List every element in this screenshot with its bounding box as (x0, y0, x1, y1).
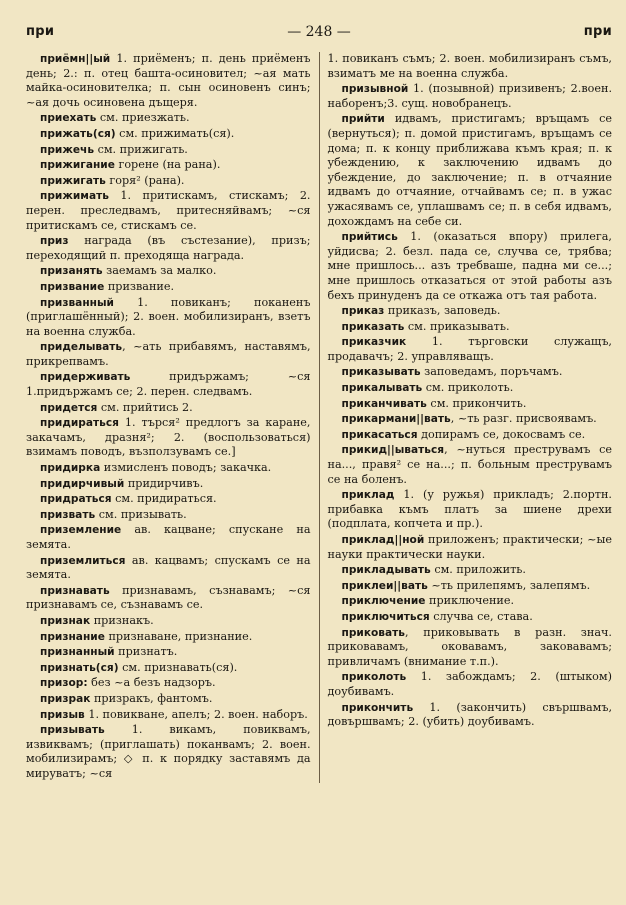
entry-definition: см. приколоть. (422, 381, 514, 395)
entry-definition: идвамъ, пристигамъ; връщамъ се (вернуться); п. домой пристигамъ, връщамъ се дома; п. к концу приближава къмъ края; п. к убеждению, к заключению идвамъ до убеждение, до заключение; п. в отчаяние идвамъ до отчаяние, отчайвамъ се; п. в ужас ужасявамъ се, уплашвамъ се; п. в себя идвамъ, дохождамъ на себе си. (327, 112, 612, 228)
entry-headword: прижигать (40, 174, 106, 187)
dictionary-entry (26, 523, 311, 552)
dictionary-entry (26, 676, 311, 691)
entry-headword: приёмн||ый (40, 53, 111, 65)
dictionary-entry (328, 610, 613, 625)
entry-headword: приказать (341, 320, 405, 333)
entry-headword: прикончить (341, 701, 414, 714)
entry-headword: прикармани||вать (341, 413, 451, 426)
entry-definition: признавамъ, съзнавамъ; ~ся признавамъ се, съзнавамъ се. (26, 583, 311, 612)
dictionary-entry (26, 492, 311, 507)
entry-headword: придирчивый (40, 477, 125, 490)
entry-headword: приказывать (341, 366, 421, 379)
entry-headword: признание (40, 630, 105, 643)
entry-headword: приказ (341, 305, 385, 318)
dictionary-entry (26, 416, 311, 460)
dictionary-entry (26, 280, 311, 295)
entry-headword: призрак (40, 692, 91, 705)
dictionary-entry (328, 488, 613, 532)
entry-definition: призракъ, фантомъ. (90, 691, 213, 705)
entry-definition: , приковывать в разн. знач. приковавамъ, оковавамъ, заковавамъ; привличамъ (внимание т.п.). (327, 625, 612, 668)
two-column-body (26, 52, 612, 783)
entry-definition: 1. забождамъ; 2. (штыком) доубивамъ. (327, 670, 612, 698)
entry-definition: см. прижимать(ся). (115, 126, 235, 140)
entry-definition: признатъ. (114, 645, 178, 659)
page-header (26, 24, 612, 52)
entry-definition: приложенъ; практически; ~ые науки практически науки. (327, 533, 612, 561)
entry-definition: без ~а безъ надзоръ. (87, 676, 216, 690)
dictionary-entry (26, 661, 311, 676)
dictionary-entry (328, 82, 613, 111)
dictionary-entry (328, 112, 613, 229)
page-number: — 248 — (287, 24, 351, 40)
dictionary-entry (26, 52, 311, 110)
entry-headword: призвать (40, 508, 96, 521)
entry-headword: приземление (40, 524, 122, 537)
entry-headword: призвание (40, 280, 105, 293)
running-head-left: при (26, 24, 55, 39)
entry-headword: приземлиться (40, 554, 126, 567)
dictionary-entry (328, 381, 613, 396)
entry-headword: прижимать (40, 190, 109, 203)
entry-headword: приклад||ной (341, 534, 425, 546)
entry-definition: см. признавать(ся). (118, 660, 238, 674)
entry-definition: ав. кацвамъ; спускамъ се на земята. (26, 553, 311, 582)
dictionary-entry (26, 296, 311, 340)
entry-headword: приказчик (341, 336, 407, 349)
entry-definition: придържамъ; ~ся 1.придържамъ се; 2. перен. следвамъ. (26, 370, 311, 399)
entry-definition: признакъ. (90, 613, 154, 627)
dictionary-entry (26, 630, 311, 645)
entry-headword: прийтись (341, 231, 398, 244)
entry-definition: , ~нуться преструвамъ се на..., правя² се на...; п. больным преструвамъ се на боленъ. (327, 443, 612, 486)
entry-headword: прикид||ываться (341, 444, 445, 457)
dictionary-entry (26, 584, 311, 613)
entry-headword: призывной (341, 83, 409, 96)
entry-headword: приехать (40, 112, 97, 125)
entry-headword: приделывать (40, 341, 123, 354)
dictionary-entry (328, 443, 613, 487)
entry-headword: призывать (40, 724, 105, 737)
dictionary-entry (328, 412, 613, 427)
dictionary-entry (26, 614, 311, 629)
entry-headword: приковать (341, 626, 405, 639)
dictionary-entry (26, 174, 311, 189)
dictionary-entry (26, 692, 311, 707)
entry-definition: ав. кацване; спускане на земята. (26, 523, 311, 551)
dictionary-entry (328, 563, 613, 578)
entry-definition: см. придираться. (111, 492, 217, 506)
entry-definition: см. прикончить. (426, 396, 527, 410)
entry-definition: 1. (закончить) свършвамъ, довършвамъ; 2. (убить) доубивамъ. (327, 700, 612, 729)
dictionary-entry (26, 127, 311, 142)
entry-definition: 1. търся² предлогъ за каране, закачамъ, дразня²; 2. (воспользоваться) взимамъ поводъ, възползувамъ се.] (26, 416, 311, 459)
entry-definition: случва се, става. (429, 609, 533, 623)
dictionary-entry (26, 234, 311, 263)
dictionary-entry (328, 52, 613, 81)
left-column (26, 52, 320, 783)
entry-headword: прикасаться (341, 428, 418, 441)
entry-headword: придираться (40, 417, 119, 430)
entry-headword: приключиться (341, 610, 430, 623)
dictionary-entry (328, 579, 613, 594)
entry-definition: заповедамъ, поръчамъ. (420, 365, 563, 379)
dictionary-entry (26, 554, 311, 583)
entry-definition: призвание. (104, 279, 175, 293)
entry-headword: призыв (40, 708, 85, 721)
entry-headword: прикладывать (341, 564, 431, 577)
dictionary-entry (328, 533, 613, 562)
entry-definition: измисленъ поводъ; закачка. (100, 461, 272, 475)
entry-definition: 1. повикване, апелъ; 2. воен. наборъ. (84, 707, 308, 721)
entry-definition: ~ть прилепямъ, залепямъ. (427, 578, 591, 592)
entry-definition: 1. приёменъ; п. день приёменъ день; 2.: п. отец башта-осиновител; ~ая мать майка-осиновителка; п. сын осиновенъ синъ; ~ая дочь осиновена дъщеря. (26, 52, 311, 109)
entry-definition: 1. (позывной) призивенъ; 2.воен. наборенъ;3. сущ. новобранецъ. (327, 82, 612, 110)
entry-headword: признак (40, 614, 91, 627)
entry-definition: горя² (рана). (105, 173, 185, 187)
entry-headword: приз (40, 235, 69, 248)
entry-definition: придирчивъ. (124, 476, 204, 490)
dictionary-entry (26, 264, 311, 279)
entry-definition: приказъ, заповедь. (384, 304, 501, 318)
entry-headword: призванный (40, 296, 114, 309)
dictionary-entry (328, 626, 613, 670)
entry-definition: см. приезжать. (96, 111, 190, 125)
right-column (320, 52, 613, 783)
dictionary-entry (328, 365, 613, 380)
dictionary-entry (26, 340, 311, 369)
dictionary-entry (328, 701, 613, 730)
entry-definition: , ~ть разг. присвоявамъ. (450, 412, 597, 426)
entry-headword: придерживать (40, 371, 131, 384)
dictionary-entry (26, 645, 311, 660)
entry-headword: придирка (40, 462, 101, 475)
dictionary-entry (328, 397, 613, 412)
dictionary-entry (328, 230, 613, 303)
dictionary-entry (328, 335, 613, 364)
dictionary-entry (26, 708, 311, 723)
dictionary-entry (26, 461, 311, 476)
entry-headword: приключение (341, 595, 426, 608)
entry-definition: приключение. (425, 594, 515, 608)
entry-definition: 1. търговски служащъ, продавачъ; 2. управляващъ. (327, 335, 612, 363)
entry-headword: признанный (40, 646, 115, 659)
entry-definition: см. приложить. (430, 563, 526, 577)
entry-definition: , ~ать прибавямъ, наставямъ, прикрепвамъ. (26, 340, 311, 368)
dictionary-entry (26, 508, 311, 523)
entry-definition: 1. викамъ, повиквамъ, извиквамъ; (приглашать) поканвамъ; 2. воен. мобилизирамъ; ◇ п. к порядку заставямъ да мируватъ; ~ся (26, 723, 311, 780)
entry-definition: награда (въ състезание), призъ; переходящий п. преходяща награда. (26, 234, 311, 262)
entry-definition: см. приказывать. (404, 319, 510, 333)
dictionary-entry (328, 428, 613, 443)
entry-headword: прижечь (40, 143, 95, 156)
entry-definition: признаване, признание. (104, 629, 253, 643)
dictionary-entry (328, 304, 613, 319)
entry-definition: 1. повиканъ; поканенъ (приглашённый); 2. воен. мобилизиранъ, взетъ на военна служба. (26, 295, 311, 338)
entry-definition: 1. притискамъ, стискамъ; 2. перен. преследвамъ, притесняйвамъ; ~ся притискамъ се, стискамъ се. (26, 189, 311, 232)
dictionary-entry (26, 143, 311, 158)
dictionary-entry (26, 370, 311, 399)
dictionary-entry (26, 477, 311, 492)
running-head-right: при (583, 24, 612, 39)
dictionary-entry (26, 189, 311, 233)
entry-headword: приклад (341, 489, 395, 502)
entry-headword: прижигание (40, 159, 115, 172)
entry-definition: заемамъ за малко. (102, 264, 217, 278)
entry-definition: 1. (оказаться впору) прилега, уйдисва; 2. безл. пада се, случва се, трябва; мне пришлось... азъ требваше, падна ми се...; мне пришлось отказаться от этой работы азъ бехъ принуденъ да се откажа отъ тая работа. (327, 230, 612, 302)
dictionary-entry (328, 670, 613, 699)
entry-definition: см. прийтись 2. (97, 400, 193, 414)
entry-headword: прижать(ся) (40, 127, 116, 140)
entry-headword: приканчивать (341, 397, 427, 410)
entry-definition: см. прижигать. (94, 142, 188, 156)
dictionary-entry (328, 594, 613, 609)
dictionary-entry (26, 111, 311, 126)
dictionary-entry (26, 401, 311, 416)
entry-headword: признавать (40, 584, 110, 597)
dictionary-entry (26, 723, 311, 781)
entry-headword: призор: (40, 677, 88, 690)
dictionary-entry (328, 320, 613, 335)
entry-headword: придраться (40, 493, 112, 506)
entry-headword: придется (40, 401, 98, 414)
entry-headword: призанять (40, 265, 103, 278)
entry-definition: см. призывать. (95, 507, 187, 521)
entry-headword: приколоть (341, 671, 407, 684)
entry-headword: прийти (341, 113, 385, 126)
entry-definition: 1. (у ружья) прикладъ; 2.портн. прибавка къмъ платъ за шиене дрехи (подплата, копчета и пр.). (327, 488, 612, 531)
entry-headword: приклеи||вать (341, 579, 428, 592)
entry-headword: прикалывать (341, 382, 423, 395)
entry-definition: 1. повиканъ съмъ; 2. воен. мобилизиранъ съмъ, взиматъ ме на военна служба. (327, 52, 612, 80)
dictionary-entry (26, 158, 311, 173)
entry-headword: признать(ся) (40, 661, 119, 674)
entry-definition: горене (на рана). (114, 158, 221, 172)
entry-definition: допирамъ се, докосвамъ се. (417, 427, 586, 441)
